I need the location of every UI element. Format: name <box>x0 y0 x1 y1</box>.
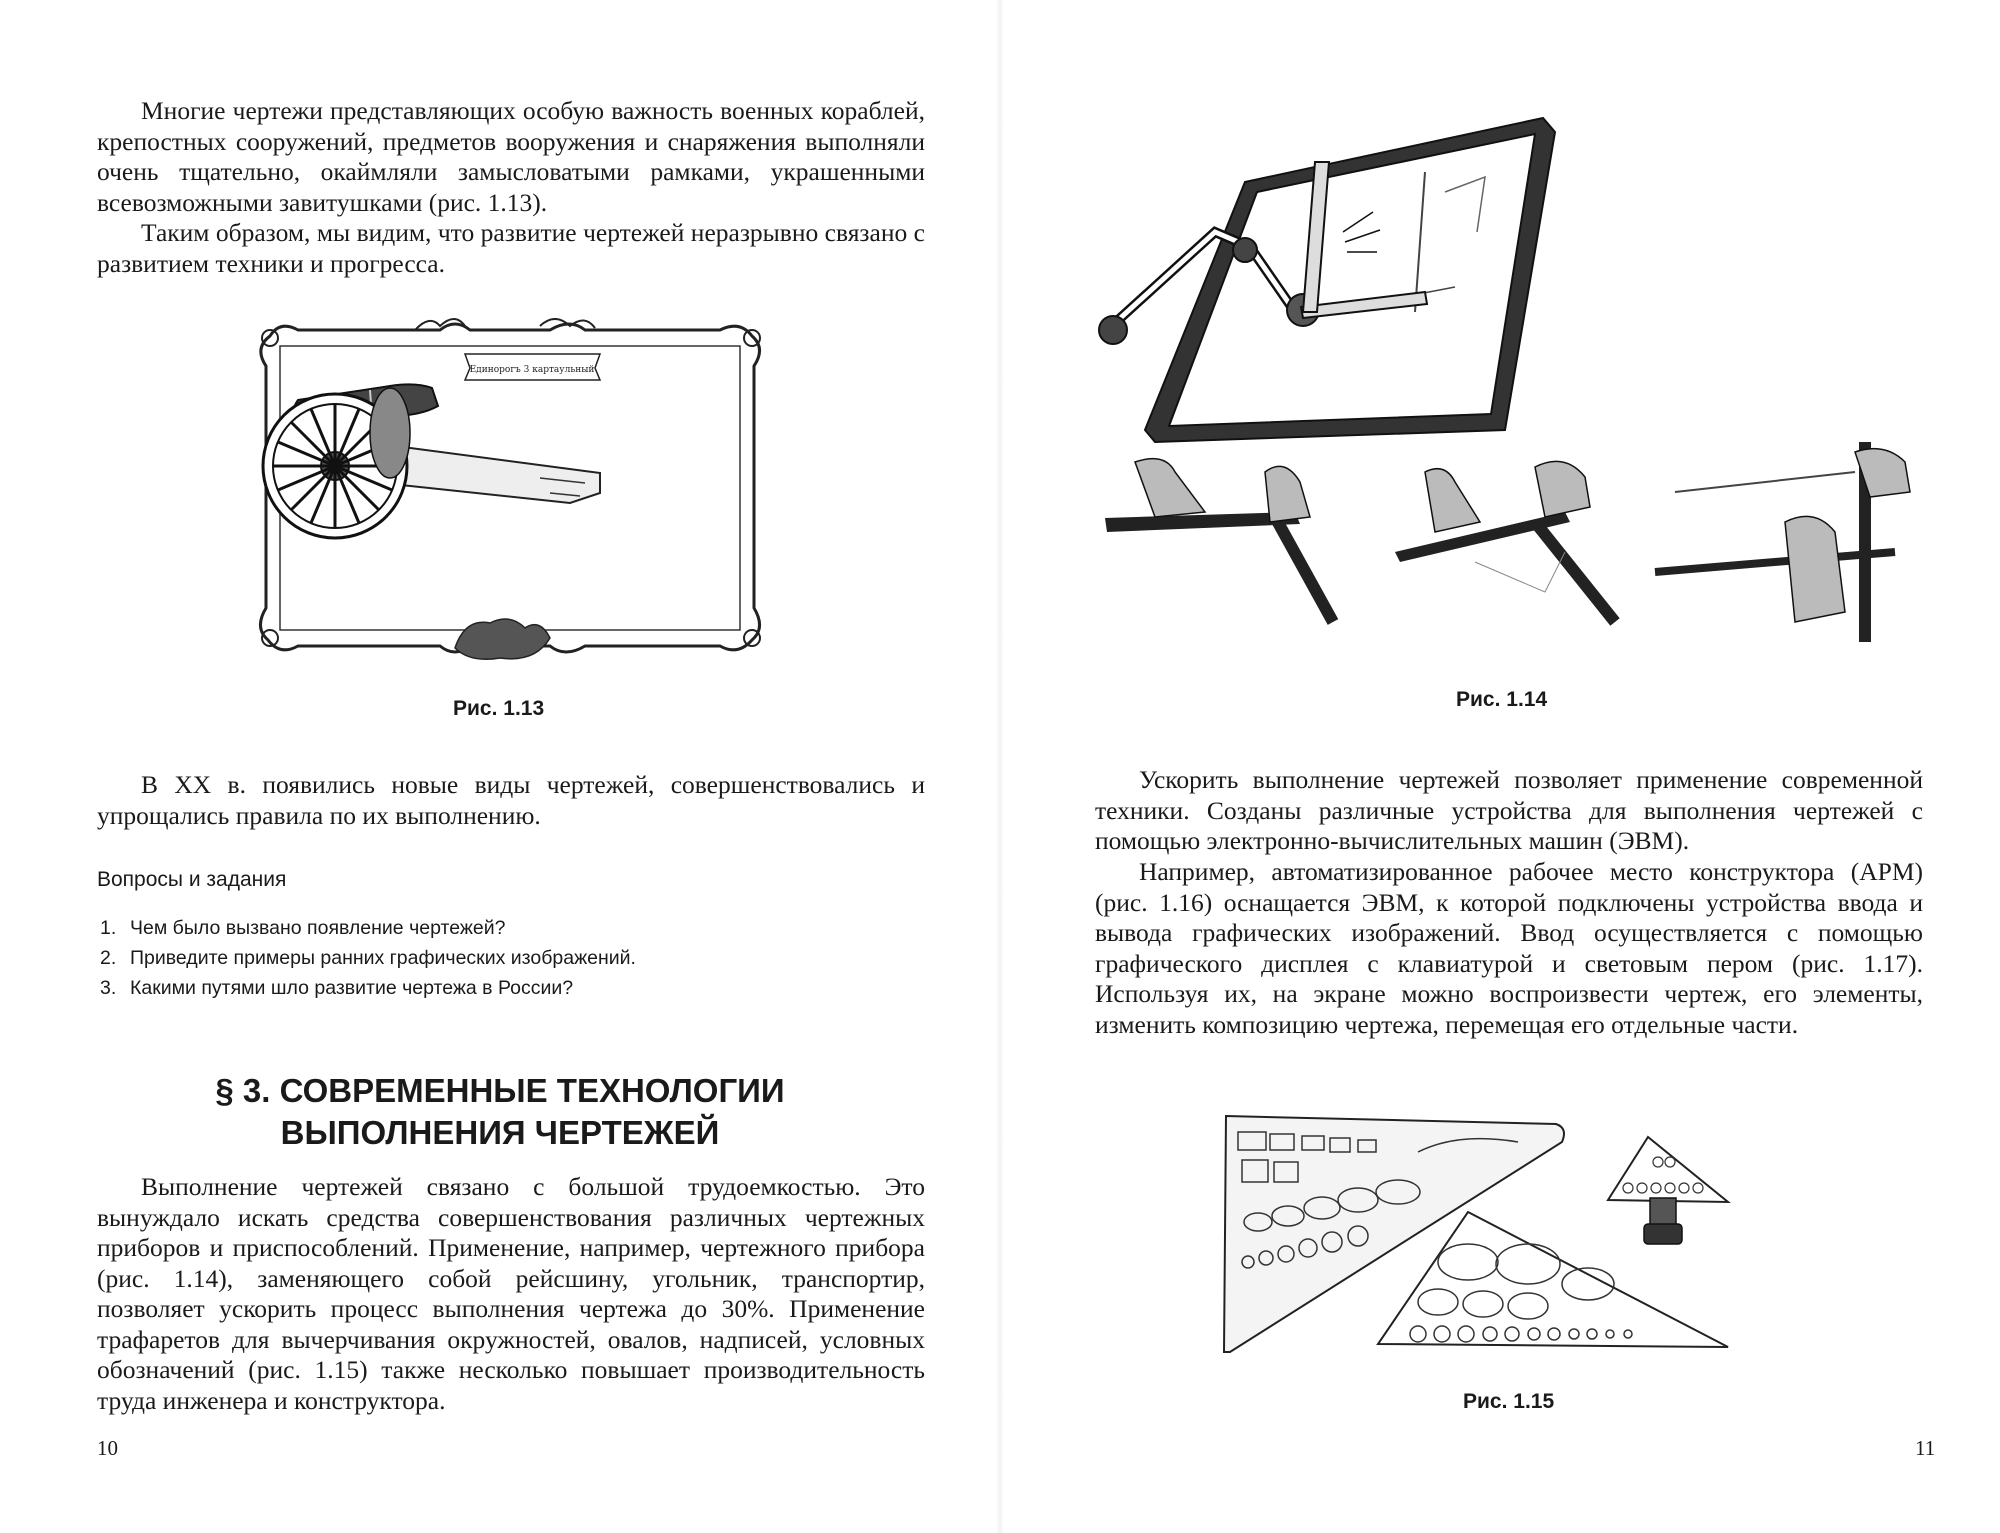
figure-1-13-banner-text: Единорогъ 3 картаульный <box>469 365 595 375</box>
section-paragraph: Выполнение чертежей связано с большой трудоемкостью. Это вынуждало искать средства совершенствования различных чертежных приборов и приспособлений. Применение, например, чертежного прибора (рис. 1.14), заменяющего собой рейсшину, угольник, транспортир, позволяет ускорить процесс выполнения чертежа до 30%. Применение трафаретов для вычерчивания окружностей, овалов, надписей, условных обозначений (рис. 1.15) также несколько повышает производительность труда инженера и конструктора. <box>97 1172 925 1415</box>
right-paragraph-1: Ускорить выполнение чертежей позволяет применение современной техники. Созданы различные устройства для выполнения чертежей с помощью электронно-вычислительных машин (ЭВМ). <box>1095 765 1923 855</box>
list-item: 1. Чем было вызвано появление чертежей? <box>100 917 506 939</box>
intro-paragraph-2: Таким образом, мы видим, что развитие чертежей неразрывно связано с развитием техники и прогресса. <box>97 218 925 278</box>
right-page <box>1000 0 2000 1533</box>
figure-1-13-caption: Рис. 1.13 <box>453 697 545 720</box>
figure-1-15-stencils <box>1218 1112 1818 1360</box>
figure-1-14-panel-3 <box>1655 442 1910 642</box>
questions-list <box>100 913 900 1003</box>
figure-1-14-drafting-machine <box>1095 112 1955 652</box>
figure-1-14-panel-2 <box>1395 461 1615 622</box>
figure-1-15-caption: Рис. 1.15 <box>1463 1390 1555 1413</box>
list-item: 3. Какими путями шло развитие чертежа в России? <box>100 977 574 999</box>
list-item: 2. Приведите примеры ранних графических изображений. <box>100 947 636 969</box>
intro-paragraph-1: Многие чертежи представляющих особую важность военных кораблей, крепостных сооружений, предметов вооружения и снаряжения выполняли очень тщательно, окаймляли замысловатыми рамками, украшенными всевозможными завитушками (рис. 1.13). <box>97 96 925 217</box>
section-title: § 3. СОВРЕМЕННЫЕ ТЕХНОЛОГИИ ВЫПОЛНЕНИЯ ЧЕРТЕЖЕЙ <box>215 1072 785 1151</box>
questions-title: Вопросы и задания <box>97 868 287 891</box>
right-paragraph-2: Например, автоматизированное рабочее место конструктора (АРМ) (рис. 1.16) оснащается ЭВМ, к которой подключены устройства ввода и вывода графических изображений. Ввод осуществляется с помощью графического дисплея с клавиатурой и световым пером (рис. 1.17). Используя их, на экране можно воспроизвести чертеж, его элементы, изменить композицию чертежа, перемещая его отдельные части. <box>1095 857 1923 1039</box>
figure-1-14-panel-1 <box>1105 459 1335 622</box>
figure-1-14-caption: Рис. 1.14 <box>1456 688 1548 711</box>
figure-1-13-cannon-drawing <box>240 318 780 663</box>
page-number-left: 10 <box>97 1436 118 1460</box>
page-number-right: 11 <box>1915 1436 1936 1460</box>
paragraph-3: В XX в. появились новые виды чертежей, совершенствовались и упрощались правила по их выполнению. <box>97 770 925 830</box>
